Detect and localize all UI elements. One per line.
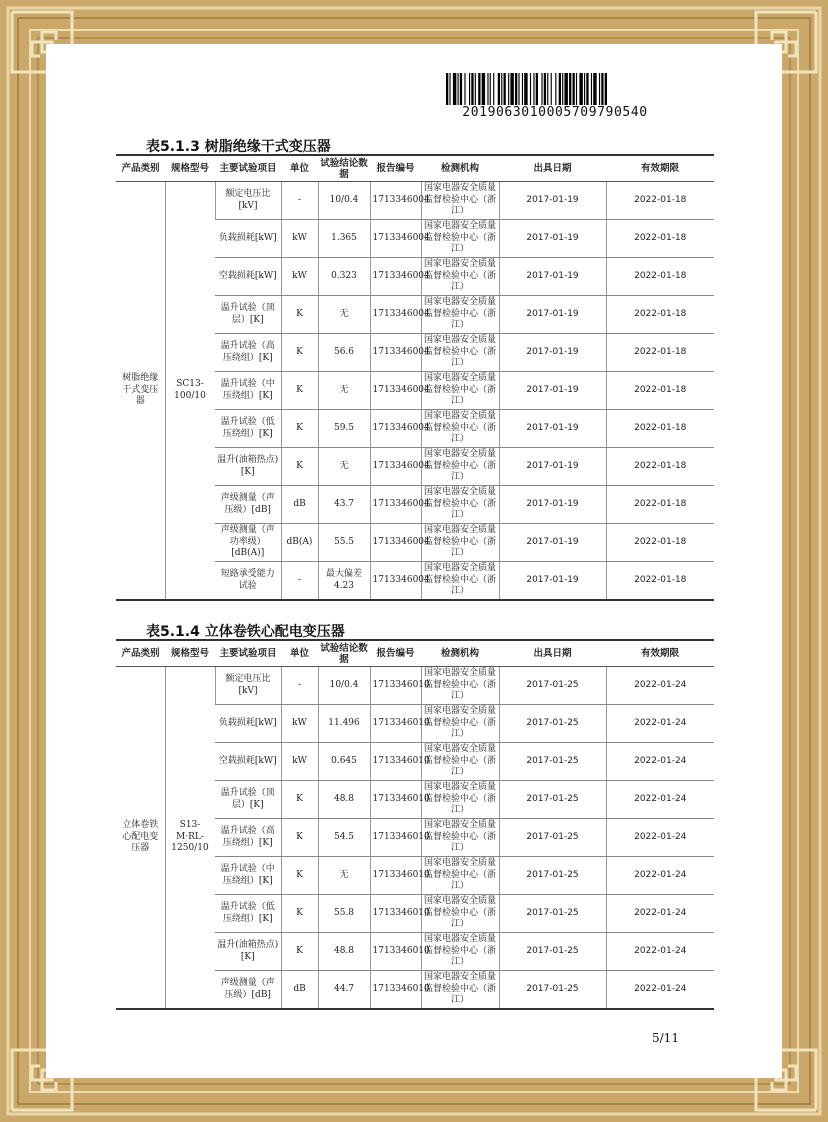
unit-cell: K [281,895,318,933]
valid-until-cell: 2022-01-18 [606,334,714,372]
barcode-bar [460,73,462,105]
barcode-bar [593,73,596,105]
column-header: 出具日期 [499,155,606,182]
unit-cell: K [281,933,318,971]
issue-date-cell: 2017-01-19 [499,182,606,220]
barcode-bar [518,73,519,105]
product-category-cell: 立体卷铁心配电变压器 [116,667,165,1010]
barcode-bar [524,73,527,105]
barcode-bar [591,73,592,105]
issue-date-cell: 2017-01-19 [499,524,606,562]
test-item-cell: 额定电压比[kV] [215,182,281,220]
valid-until-cell: 2022-01-24 [606,781,714,819]
unit-cell: K [281,781,318,819]
column-header: 有效期限 [606,640,714,667]
test-item-cell: 温升试验（顶层）[K] [215,296,281,334]
unit-cell: dB [281,971,318,1010]
test-item-cell: 温升(油箱热点)[K] [215,448,281,486]
test-results-table [116,154,714,601]
column-header: 报告编号 [370,640,421,667]
testing-agency-cell: 国家电器安全质量监督检验中心（浙江） [421,819,499,857]
report-number-cell: 1713346004 [370,448,421,486]
testing-agency-cell: 国家电器安全质量监督检验中心（浙江） [421,372,499,410]
barcode-bar [536,73,538,105]
column-header: 试验结论数据 [318,640,370,667]
barcode-bar [569,73,571,105]
barcode-bar [584,73,585,105]
barcode-bar [487,73,488,105]
barcode-bar [576,73,577,105]
issue-date-cell: 2017-01-19 [499,258,606,296]
testing-agency-cell: 国家电器安全质量监督检验中心（浙江） [421,857,499,895]
column-header: 检测机构 [421,155,499,182]
issue-date-cell: 2017-01-19 [499,334,606,372]
report-number-cell: 1713346004 [370,258,421,296]
product-category-cell: 树脂绝缘干式变压器 [116,182,165,601]
report-number-cell: 1713346010 [370,667,421,705]
valid-until-cell: 2022-01-18 [606,182,714,220]
test-item-cell: 温升试验（低压绕组）[K] [215,410,281,448]
table-title: 表5.1.3 树脂绝缘干式变压器 [146,139,331,155]
barcode-bar [464,73,465,105]
barcode-bar [559,73,561,105]
valid-until-cell: 2022-01-24 [606,667,714,705]
test-item-cell: 空载损耗[kW] [215,258,281,296]
column-header: 单位 [281,155,318,182]
valid-until-cell: 2022-01-18 [606,524,714,562]
test-item-cell: 温升试验（顶层）[K] [215,781,281,819]
valid-until-cell: 2022-01-24 [606,819,714,857]
barcode-bar [490,73,491,105]
valid-until-cell: 2022-01-18 [606,486,714,524]
column-header: 产品类别 [116,155,165,182]
barcode-bar [475,73,476,105]
unit-cell: dB(A) [281,524,318,562]
barcode-bar [478,73,480,105]
unit-cell: kW [281,705,318,743]
barcode-bar [547,73,548,105]
issue-date-cell: 2017-01-25 [499,781,606,819]
unit-cell: - [281,562,318,601]
unit-cell: kW [281,220,318,258]
barcode-bar [458,73,459,105]
valid-until-cell: 2022-01-18 [606,258,714,296]
barcode [446,73,664,105]
report-number-cell: 1713346004 [370,296,421,334]
result-value-cell: 55.8 [318,895,370,933]
test-item-cell: 短路承受能力试验 [215,562,281,601]
model-cell: S13-M·RL-1250/10 [165,667,215,1010]
barcode-bar [533,73,534,105]
issue-date-cell: 2017-01-19 [499,410,606,448]
valid-until-cell: 2022-01-24 [606,857,714,895]
unit-cell: K [281,448,318,486]
issue-date-cell: 2017-01-25 [499,819,606,857]
valid-until-cell: 2022-01-18 [606,296,714,334]
result-value-cell: 10/0.4 [318,667,370,705]
barcode-bar [579,73,582,105]
test-item-cell: 温升试验（中压绕组）[K] [215,372,281,410]
testing-agency-cell: 国家电器安全质量监督检验中心（浙江） [421,258,499,296]
report-number-cell: 1713346010 [370,857,421,895]
barcode-bar [501,73,502,105]
column-header: 主要试验项目 [215,155,281,182]
issue-date-cell: 2017-01-19 [499,220,606,258]
test-item-cell: 负载损耗[kW] [215,220,281,258]
report-number-cell: 1713346004 [370,524,421,562]
result-value-cell: 48.8 [318,933,370,971]
testing-agency-cell: 国家电器安全质量监督检验中心（浙江） [421,486,499,524]
test-item-cell: 声级测量（声压级）[dB] [215,971,281,1010]
unit-cell: - [281,667,318,705]
report-number-cell: 1713346004 [370,410,421,448]
testing-agency-cell: 国家电器安全质量监督检验中心（浙江） [421,410,499,448]
table-row [116,182,714,220]
test-item-cell: 温升试验（高压绕组）[K] [215,334,281,372]
result-value-cell: 无 [318,296,370,334]
report-number-cell: 1713346004 [370,372,421,410]
barcode-bar [530,73,531,105]
barcode-bar [605,73,607,105]
model-cell: SC13-100/10 [165,182,215,601]
testing-agency-cell: 国家电器安全质量监督检验中心（浙江） [421,220,499,258]
valid-until-cell: 2022-01-18 [606,410,714,448]
barcode-bar [555,73,556,105]
barcode-bar [446,73,448,105]
table-row [116,667,714,705]
result-value-cell: 48.8 [318,781,370,819]
issue-date-cell: 2017-01-25 [499,705,606,743]
issue-date-cell: 2017-01-25 [499,933,606,971]
valid-until-cell: 2022-01-18 [606,372,714,410]
valid-until-cell: 2022-01-24 [606,971,714,1010]
column-header: 单位 [281,640,318,667]
report-number-cell: 1713346010 [370,933,421,971]
test-item-cell: 温升试验（中压绕组）[K] [215,857,281,895]
barcode-bar [515,73,517,105]
test-item-cell: 声级测量（声压级）[dB] [215,486,281,524]
test-item-cell: 温升(油箱热点)[K] [215,933,281,971]
test-results-table [116,639,714,1010]
valid-until-cell: 2022-01-18 [606,448,714,486]
issue-date-cell: 2017-01-25 [499,895,606,933]
barcode-bar [562,73,563,105]
testing-agency-cell: 国家电器安全质量监督检验中心（浙江） [421,705,499,743]
issue-date-cell: 2017-01-19 [499,448,606,486]
testing-agency-cell: 国家电器安全质量监督检验中心（浙江） [421,448,499,486]
testing-agency-cell: 国家电器安全质量监督检验中心（浙江） [421,667,499,705]
page-number: 5/11 [652,1031,679,1045]
barcode-bar [573,73,575,105]
result-value-cell: 56.6 [318,334,370,372]
unit-cell: K [281,296,318,334]
unit-cell: - [281,182,318,220]
barcode-bar [449,73,450,105]
unit-cell: K [281,410,318,448]
barcode-bar [453,73,456,105]
testing-agency-cell: 国家电器安全质量监督检验中心（浙江） [421,933,499,971]
result-value-cell: 55.5 [318,524,370,562]
barcode-bar [541,73,542,105]
testing-agency-cell: 国家电器安全质量监督检验中心（浙江） [421,895,499,933]
barcode-bar [471,73,473,105]
result-value-cell: 11.496 [318,705,370,743]
result-value-cell: 43.7 [318,486,370,524]
valid-until-cell: 2022-01-24 [606,895,714,933]
report-number-cell: 1713346004 [370,220,421,258]
report-number-cell: 1713346004 [370,334,421,372]
column-header: 检测机构 [421,640,499,667]
barcode-bar [599,73,600,105]
testing-agency-cell: 国家电器安全质量监督检验中心（浙江） [421,562,499,601]
column-header: 主要试验项目 [215,640,281,667]
report-number-cell: 1713346010 [370,819,421,857]
barcode-bar [508,73,509,105]
testing-agency-cell: 国家电器安全质量监督检验中心（浙江） [421,971,499,1010]
report-number-cell: 1713346004 [370,486,421,524]
result-value-cell: 无 [318,857,370,895]
issue-date-cell: 2017-01-19 [499,296,606,334]
column-header: 试验结论数据 [318,155,370,182]
column-header: 有效期限 [606,155,714,182]
result-value-cell: 无 [318,372,370,410]
result-value-cell: 54.5 [318,819,370,857]
column-header: 产品类别 [116,640,165,667]
column-header: 出具日期 [499,640,606,667]
testing-agency-cell: 国家电器安全质量监督检验中心（浙江） [421,781,499,819]
report-number-cell: 1713346004 [370,562,421,601]
testing-agency-cell: 国家电器安全质量监督检验中心（浙江） [421,334,499,372]
barcode-bar [469,73,470,105]
report-number-cell: 1713346010 [370,743,421,781]
valid-until-cell: 2022-01-24 [606,743,714,781]
barcode-bar [504,73,506,105]
report-number-cell: 1713346010 [370,895,421,933]
issue-date-cell: 2017-01-25 [499,971,606,1010]
barcode-bar [498,73,500,105]
valid-until-cell: 2022-01-18 [606,220,714,258]
unit-cell: K [281,372,318,410]
test-item-cell: 额定电压比[kV] [215,667,281,705]
unit-cell: K [281,334,318,372]
report-number-cell: 1713346010 [370,971,421,1010]
barcode-number: 2019063010005709790540 [462,105,648,120]
test-item-cell: 负载损耗[kW] [215,705,281,743]
barcode-bar [551,73,552,105]
result-value-cell: 59.5 [318,410,370,448]
column-header: 报告编号 [370,155,421,182]
column-header: 规格型号 [165,640,215,667]
valid-until-cell: 2022-01-24 [606,933,714,971]
column-header: 规格型号 [165,155,215,182]
report-number-cell: 1713346004 [370,182,421,220]
result-value-cell: 44.7 [318,971,370,1010]
report-number-cell: 1713346010 [370,781,421,819]
result-value-cell: 10/0.4 [318,182,370,220]
barcode-bar [510,73,513,105]
barcode-bar [482,73,485,105]
result-value-cell: 无 [318,448,370,486]
issue-date-cell: 2017-01-19 [499,372,606,410]
issue-date-cell: 2017-01-25 [499,857,606,895]
unit-cell: K [281,857,318,895]
testing-agency-cell: 国家电器安全质量监督检验中心（浙江） [421,743,499,781]
valid-until-cell: 2022-01-18 [606,562,714,601]
unit-cell: K [281,819,318,857]
barcode-bar [564,73,567,105]
unit-cell: dB [281,486,318,524]
issue-date-cell: 2017-01-25 [499,743,606,781]
barcode-bar [522,73,523,105]
testing-agency-cell: 国家电器安全质量监督检验中心（浙江） [421,296,499,334]
unit-cell: kW [281,258,318,296]
test-item-cell: 声级测量（声功率级）[dB(A)] [215,524,281,562]
issue-date-cell: 2017-01-19 [499,562,606,601]
test-item-cell: 空载损耗[kW] [215,743,281,781]
barcode-bar [544,73,546,105]
testing-agency-cell: 国家电器安全质量监督检验中心（浙江） [421,524,499,562]
test-item-cell: 温升试验（低压绕组）[K] [215,895,281,933]
issue-date-cell: 2017-01-25 [499,667,606,705]
report-number-cell: 1713346010 [370,705,421,743]
result-value-cell: 最大偏差4.23 [318,562,370,601]
unit-cell: kW [281,743,318,781]
testing-agency-cell: 国家电器安全质量监督检验中心（浙江） [421,182,499,220]
table-title: 表5.1.4 立体卷铁心配电变压器 [146,624,345,640]
result-value-cell: 0.645 [318,743,370,781]
test-item-cell: 温升试验（高压绕组）[K] [215,819,281,857]
result-value-cell: 1.365 [318,220,370,258]
issue-date-cell: 2017-01-19 [499,486,606,524]
barcode-bar [586,73,588,105]
barcode-bar [601,73,603,105]
barcode-bar [493,73,494,105]
result-value-cell: 0.323 [318,258,370,296]
valid-until-cell: 2022-01-24 [606,705,714,743]
